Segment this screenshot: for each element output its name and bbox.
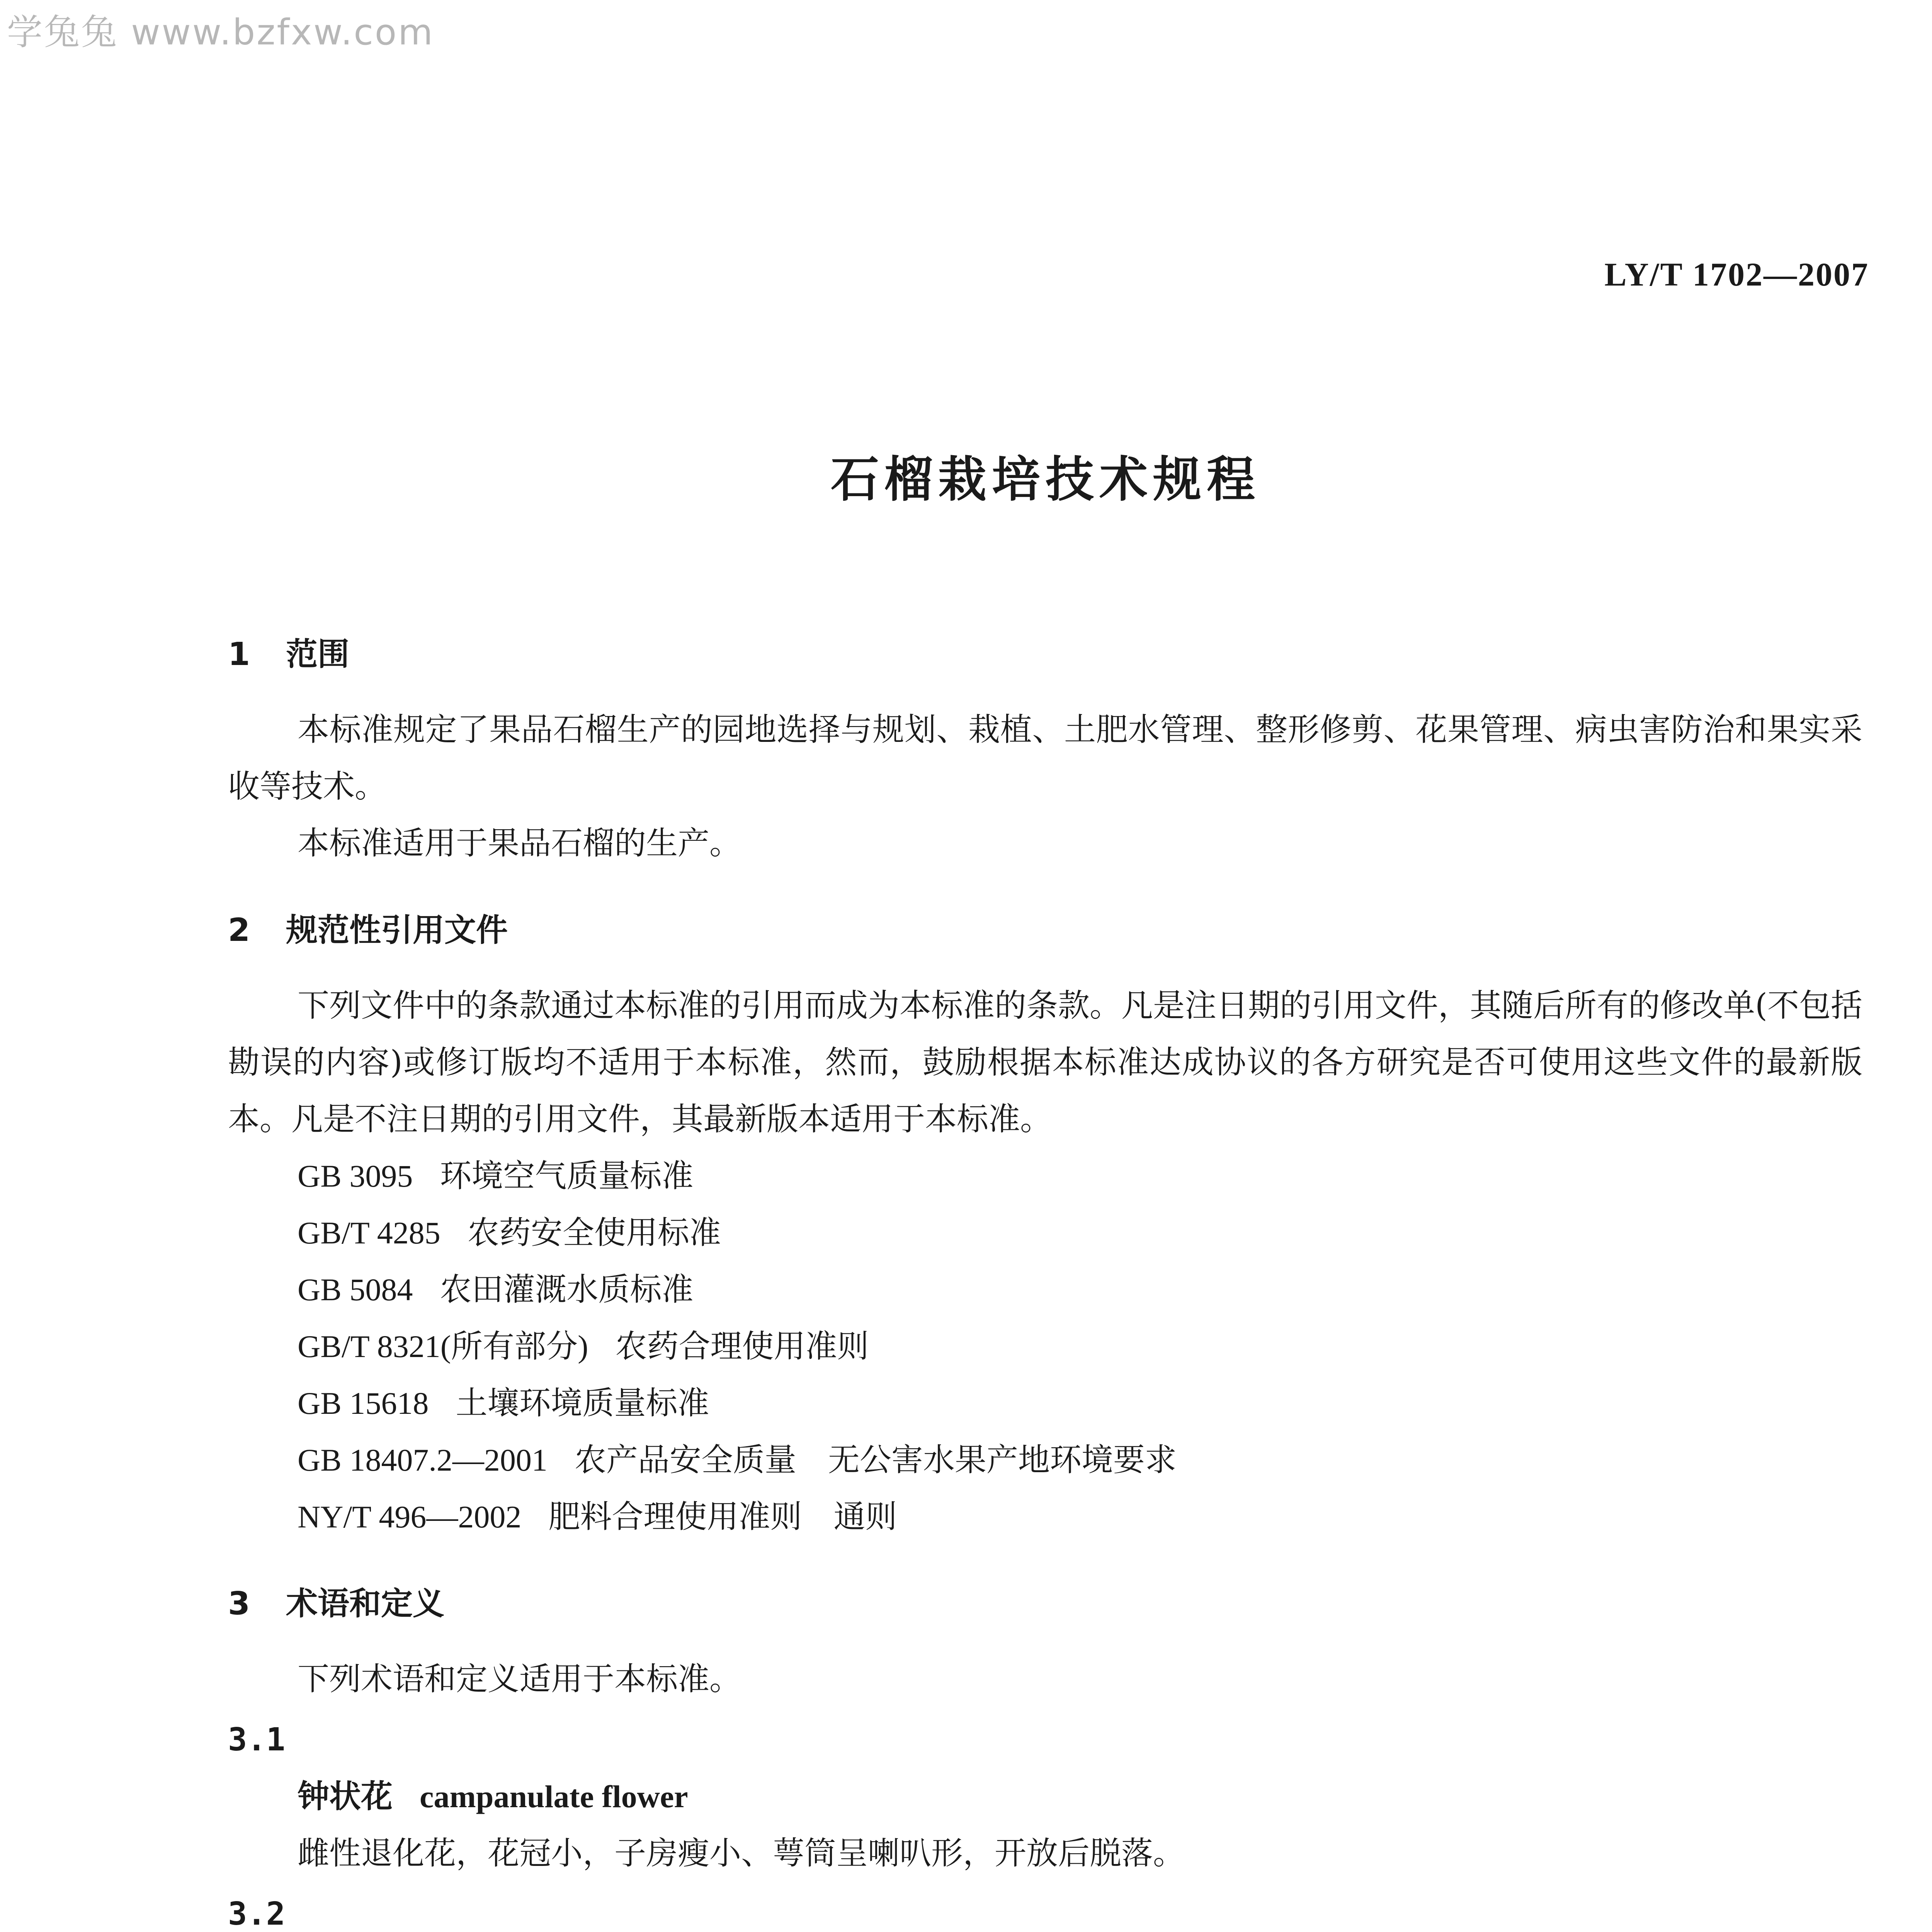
paragraph: 本标准适用于果品石榴的生产。 (298, 825, 742, 862)
paragraph: 下列文件中的条款通过本标准的引用而成为本标准的条款。凡是注日期的引用文件，其随后所有的修改单(不包括勘误的内容)或修订版均不适用于本标准，然而，鼓励根据本标准达成协议的各方研究是否可使用这些文件的最新版本。凡是不注日期的引用文件，其最新版本适用于本标准。 (228, 987, 1862, 1138)
term-english: campanulate flower (420, 1779, 688, 1814)
section-number: 1 (228, 636, 250, 673)
section-heading-3 (228, 1575, 1862, 1632)
section-title: 规范性引用文件 (286, 912, 508, 949)
term-chinese: 钟状花 (298, 1778, 393, 1815)
section-number: 3 (228, 1585, 250, 1622)
reference-item (228, 1488, 1862, 1545)
section-heading-1 (228, 626, 1862, 683)
reference-code: GB 15618 (298, 1386, 429, 1421)
document-body (228, 626, 1862, 1932)
reference-list (228, 1148, 1862, 1545)
section-title: 范围 (286, 636, 350, 673)
reference-code: GB/T 4285 (298, 1215, 440, 1250)
section-number: 2 (228, 912, 250, 949)
reference-code: GB 3095 (298, 1158, 413, 1194)
reference-item (228, 1261, 1862, 1318)
term-definition: 雌性退化花，花冠小，子房瘦小、萼筒呈喇叭形，开放后脱落。 (298, 1835, 1185, 1872)
term-number: 3.1 (228, 1721, 286, 1758)
reference-title: 环境空气质量标准 (440, 1158, 694, 1194)
reference-title: 农药合理使用准则 (615, 1328, 869, 1365)
reference-title: 肥料合理使用准则 通则 (548, 1498, 897, 1535)
section-heading-2 (228, 902, 1862, 959)
reference-item (228, 1375, 1862, 1432)
reference-title: 农田灌溉水质标准 (440, 1271, 694, 1308)
reference-title: 农药安全使用标准 (467, 1214, 721, 1251)
reference-title: 农产品安全质量 无公害水果产地环境要求 (574, 1442, 1177, 1478)
reference-code: GB 18407.2—2001 (298, 1442, 548, 1478)
section-title: 术语和定义 (286, 1585, 445, 1622)
reference-item (228, 1432, 1862, 1488)
reference-item (228, 1148, 1862, 1204)
reference-title: 土壤环境质量标准 (456, 1385, 709, 1422)
standard-number: LY/T 1702—2007 (1604, 256, 1869, 293)
reference-item (228, 1204, 1862, 1261)
paragraph: 下列术语和定义适用于本标准。 (298, 1661, 742, 1697)
watermark: 学兔兔 www.bzfxw.com (7, 12, 434, 53)
reference-code: GB/T 8321(所有部分) (298, 1329, 588, 1364)
reference-item (228, 1318, 1862, 1375)
document-title: 石榴栽培技术规程 (831, 452, 1260, 508)
term-entry (228, 1768, 1862, 1825)
reference-code: GB 5084 (298, 1272, 413, 1307)
term-number: 3.2 (228, 1896, 286, 1932)
reference-code: NY/T 496—2002 (298, 1499, 522, 1534)
paragraph: 本标准规定了果品石榴生产的园地选择与规划、栽植、土肥水管理、整形修剪、花果管理、病虫害防治和果实采收等技术。 (228, 711, 1862, 805)
